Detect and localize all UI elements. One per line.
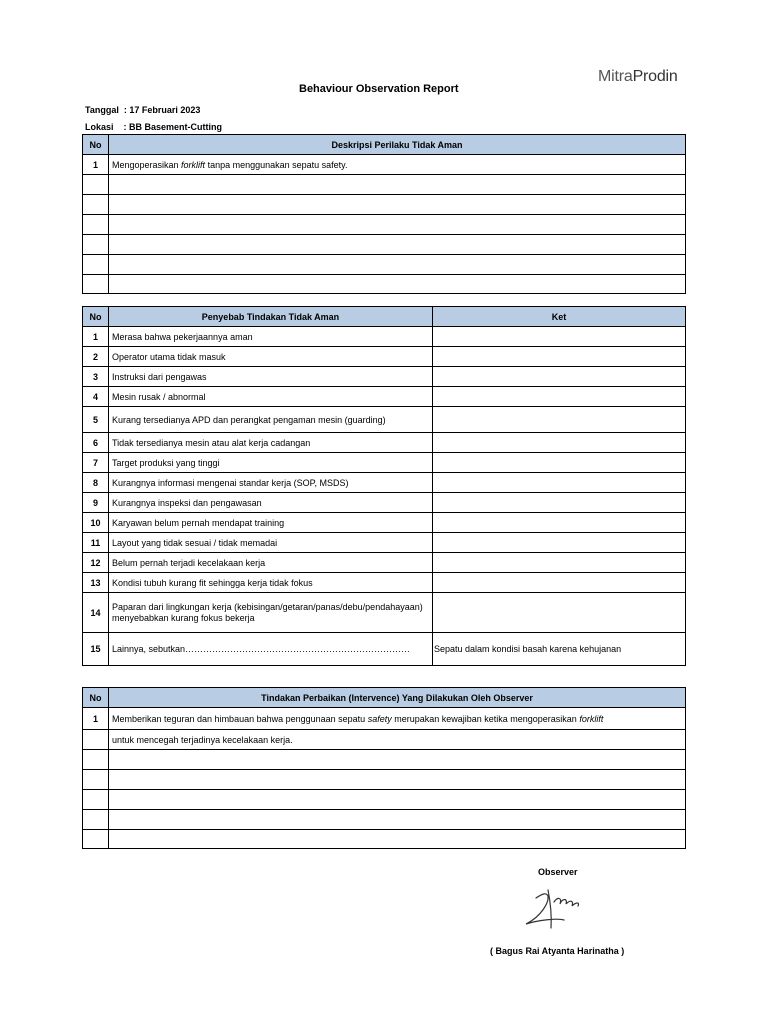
row-number: 1 xyxy=(83,327,109,347)
table-row xyxy=(83,730,686,750)
table-row xyxy=(83,830,686,849)
unsafe-cause-table xyxy=(82,306,686,666)
table-row xyxy=(83,433,686,453)
row-ket xyxy=(433,553,686,573)
row-number: 3 xyxy=(83,367,109,387)
row-action-continued: untuk mencegah terjadinya kecelakaan kerja. xyxy=(109,730,686,750)
table-row xyxy=(83,810,686,830)
table-row xyxy=(83,327,686,347)
row-ket xyxy=(433,513,686,533)
row-action: Memberikan teguran dan himbauan bahwa penggunaan sepatu safety merupakan kewajiban ketika mengoperasikan forklift xyxy=(109,708,686,730)
logo-text-mitra: Mitra xyxy=(598,68,633,85)
row-number: 1 xyxy=(83,708,109,730)
table-row xyxy=(83,235,686,255)
row-ket xyxy=(433,347,686,367)
row-ket xyxy=(433,473,686,493)
row-cause: Paparan dari lingkungan kerja (kebisingan/getaran/panas/debu/pendahayaan) menyebabkan kurang fokus bekerja xyxy=(109,593,433,633)
logo-text-prodin: Prodin xyxy=(632,68,678,85)
observer-name: ( Bagus Rai Atyanta Harinatha ) xyxy=(490,946,625,956)
table-row xyxy=(83,387,686,407)
row-ket xyxy=(433,407,686,433)
table-row xyxy=(83,155,686,175)
handwritten-signature xyxy=(518,880,598,936)
row-cause: Merasa bahwa pekerjaannya aman xyxy=(109,327,433,347)
row-number: 12 xyxy=(83,553,109,573)
row-description: Mengoperasikan forklift tanpa menggunakan sepatu safety. xyxy=(109,155,686,175)
table-row xyxy=(83,708,686,730)
header-no: No xyxy=(83,135,109,155)
row-cause: Kondisi tubuh kurang fit sehingga kerja tidak fokus xyxy=(109,573,433,593)
table-row xyxy=(83,407,686,433)
row-cause: Operator utama tidak masuk xyxy=(109,347,433,367)
row-ket xyxy=(433,533,686,553)
table-row xyxy=(83,195,686,215)
row-cause: Kurang tersedianya APD dan perangkat pengaman mesin (guarding) xyxy=(109,407,433,433)
table-row xyxy=(83,533,686,553)
table-row xyxy=(83,473,686,493)
corrective-action-table xyxy=(82,687,686,849)
table-row xyxy=(83,347,686,367)
report-title: Behaviour Observation Report xyxy=(299,83,459,95)
header-no: No xyxy=(83,688,109,708)
row-number: 6 xyxy=(83,433,109,453)
table-row xyxy=(83,750,686,770)
row-cause: Karyawan belum pernah mendapat training xyxy=(109,513,433,533)
company-logo xyxy=(598,68,678,86)
row-number: 1 xyxy=(83,155,109,175)
table-row xyxy=(83,367,686,387)
header-corrective-action: Tindakan Perbaikan (Intervence) Yang Dilakukan Oleh Observer xyxy=(109,688,686,708)
row-ket xyxy=(433,573,686,593)
table-row xyxy=(83,255,686,275)
row-number: 9 xyxy=(83,493,109,513)
table-row xyxy=(83,453,686,473)
location-field: Lokasi : BB Basement-Cutting xyxy=(85,122,223,132)
row-ket xyxy=(433,593,686,633)
row-cause: Belum pernah terjadi kecelakaan kerja xyxy=(109,553,433,573)
table-row xyxy=(83,593,686,633)
row-number: 15 xyxy=(83,633,109,666)
row-cause: Lainnya, sebutkan………………………………………………………………… xyxy=(109,633,433,666)
row-ket: Sepatu dalam kondisi basah karena kehujanan xyxy=(433,633,686,666)
row-cause: Instruksi dari pengawas xyxy=(109,367,433,387)
row-ket xyxy=(433,387,686,407)
row-cause: Kurangnya inspeksi dan pengawasan xyxy=(109,493,433,513)
table-row xyxy=(83,215,686,235)
unsafe-behaviour-table xyxy=(82,134,686,294)
date-field: Tanggal : 17 Februari 2023 xyxy=(85,105,201,115)
row-cause: Mesin rusak / abnormal xyxy=(109,387,433,407)
table-row xyxy=(83,275,686,294)
table-row xyxy=(83,513,686,533)
row-ket xyxy=(433,493,686,513)
table-row xyxy=(83,175,686,195)
row-ket xyxy=(433,433,686,453)
table-row xyxy=(83,633,686,666)
row-ket xyxy=(433,367,686,387)
row-number: 7 xyxy=(83,453,109,473)
row-number: 4 xyxy=(83,387,109,407)
table-row xyxy=(83,770,686,790)
header-description: Deskripsi Perilaku Tidak Aman xyxy=(109,135,686,155)
row-cause: Target produksi yang tinggi xyxy=(109,453,433,473)
table-row xyxy=(83,790,686,810)
row-number: 2 xyxy=(83,347,109,367)
row-number: 11 xyxy=(83,533,109,553)
row-number: 10 xyxy=(83,513,109,533)
row-ket xyxy=(433,327,686,347)
row-number: 13 xyxy=(83,573,109,593)
row-cause: Tidak tersedianya mesin atau alat kerja cadangan xyxy=(109,433,433,453)
header-ket: Ket xyxy=(433,307,686,327)
header-no: No xyxy=(83,307,109,327)
table-row xyxy=(83,573,686,593)
row-number: 5 xyxy=(83,407,109,433)
table-row xyxy=(83,553,686,573)
row-ket xyxy=(433,453,686,473)
header-cause: Penyebab Tindakan Tidak Aman xyxy=(109,307,433,327)
row-number: 8 xyxy=(83,473,109,493)
row-cause: Kurangnya informasi mengenai standar kerja (SOP, MSDS) xyxy=(109,473,433,493)
observer-label: Observer xyxy=(538,867,578,877)
row-number: 14 xyxy=(83,593,109,633)
table-row xyxy=(83,493,686,513)
row-cause: Layout yang tidak sesuai / tidak memadai xyxy=(109,533,433,553)
